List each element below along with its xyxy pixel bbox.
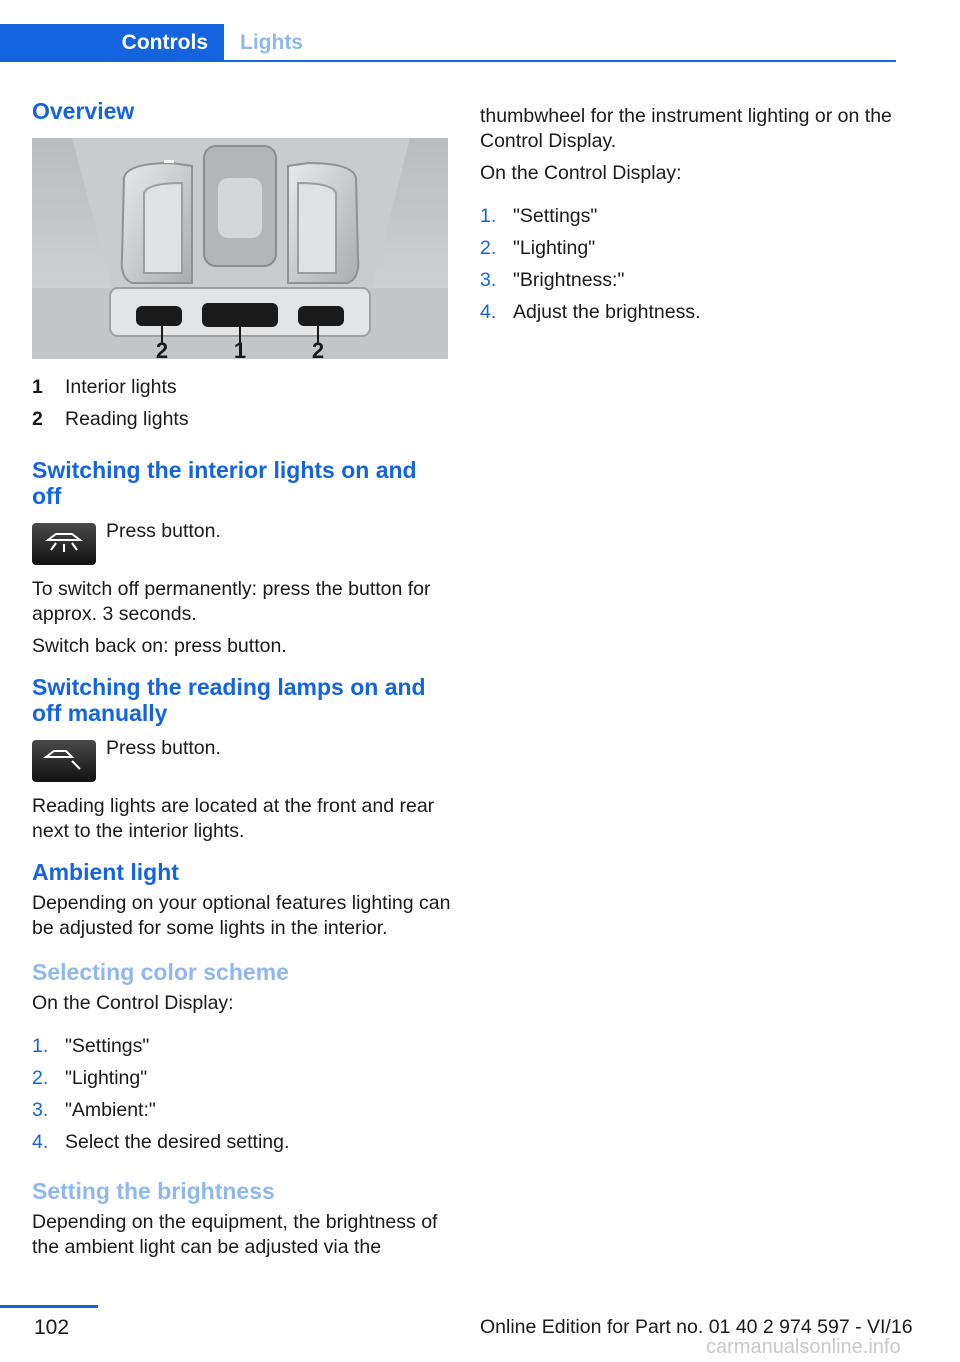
list-number: 1. (480, 205, 497, 227)
list-text: Select the desired setting. (65, 1131, 290, 1153)
color-steps-list (32, 1030, 452, 1158)
list-item (32, 1030, 452, 1062)
legend-item (32, 371, 452, 403)
color-scheme-heading: Selecting color scheme (32, 959, 289, 985)
list-item (480, 296, 900, 328)
reading-lamps-heading: Switching the reading lamps on and off manually (32, 674, 426, 726)
brightness-heading: Setting the brightness (32, 1178, 275, 1204)
legend-number: 2 (32, 408, 43, 430)
reading-light-button-icon (32, 740, 96, 782)
list-text: "Ambient:" (65, 1099, 156, 1121)
brightness-intro: On the Control Display: (480, 162, 682, 184)
edition-text: Online Edition for Part no. 01 40 2 974 597 - VI/16 (480, 1316, 913, 1338)
list-item (480, 200, 900, 232)
brightness-steps-list (480, 200, 900, 328)
interior-lights-heading: Switching the interior lights on and off (32, 457, 417, 509)
page-header (0, 24, 896, 62)
right-column (480, 98, 900, 328)
overview-heading: Overview (32, 98, 135, 124)
page-number: 102 (34, 1316, 70, 1339)
legend-text: Reading lights (65, 408, 189, 430)
list-text: "Brightness:" (513, 269, 625, 291)
list-text: "Lighting" (65, 1067, 148, 1089)
tab-lights[interactable]: Lights (240, 31, 303, 54)
reading-press-text: Press button. (106, 737, 221, 759)
figure-legend (32, 371, 452, 435)
list-item (32, 1126, 452, 1158)
reading-paragraph: Reading lights are located at the front and rear next to the interior lights. (32, 795, 435, 842)
ceiling-console-illustration (32, 138, 448, 359)
list-number: 4. (480, 301, 497, 323)
list-number: 2. (480, 237, 497, 259)
interior-press-text: Press button. (106, 520, 221, 542)
list-text: "Settings" (513, 205, 598, 227)
interior-button-row (32, 520, 452, 565)
list-number: 1. (32, 1035, 49, 1057)
legend-item (32, 403, 452, 435)
interior-light-button-icon (32, 523, 96, 565)
footer-rule (0, 1305, 98, 1308)
list-text: Adjust the brightness. (513, 301, 701, 323)
left-column (32, 98, 452, 1260)
list-item (480, 232, 900, 264)
list-item (480, 264, 900, 296)
reading-button-row (32, 737, 452, 782)
list-item (32, 1062, 452, 1094)
list-number: 4. (32, 1131, 49, 1153)
figure-label-interior: 1 (233, 338, 247, 359)
tab-controls[interactable]: Controls (0, 24, 224, 62)
interior-paragraph-1: To switch off permanently: press the button for approx. 3 seconds. (32, 578, 431, 625)
ambient-paragraph: Depending on your optional features lighting can be adjusted for some lights in the interior. (32, 892, 451, 939)
legend-number: 1 (32, 376, 43, 398)
color-intro: On the Control Display: (32, 992, 234, 1014)
list-number: 2. (32, 1067, 49, 1089)
figure-label-reading-left: 2 (155, 338, 169, 359)
list-text: "Settings" (65, 1035, 150, 1057)
watermark: carmanualsonline.info (706, 1336, 901, 1358)
list-item (32, 1094, 452, 1126)
list-text: "Lighting" (513, 237, 596, 259)
ceiling-console-figure (32, 138, 448, 359)
brightness-continued: thumbwheel for the instrument lighting or on the Control Display. (480, 105, 892, 152)
legend-text: Interior lights (65, 376, 177, 398)
interior-paragraph-2: Switch back on: press button. (32, 635, 287, 657)
figure-label-reading-right: 2 (311, 338, 325, 359)
list-number: 3. (32, 1099, 49, 1121)
list-number: 3. (480, 269, 497, 291)
brightness-paragraph: Depending on the equipment, the brightness of the ambient light can be adjusted via the (32, 1211, 438, 1258)
ambient-light-heading: Ambient light (32, 859, 179, 885)
